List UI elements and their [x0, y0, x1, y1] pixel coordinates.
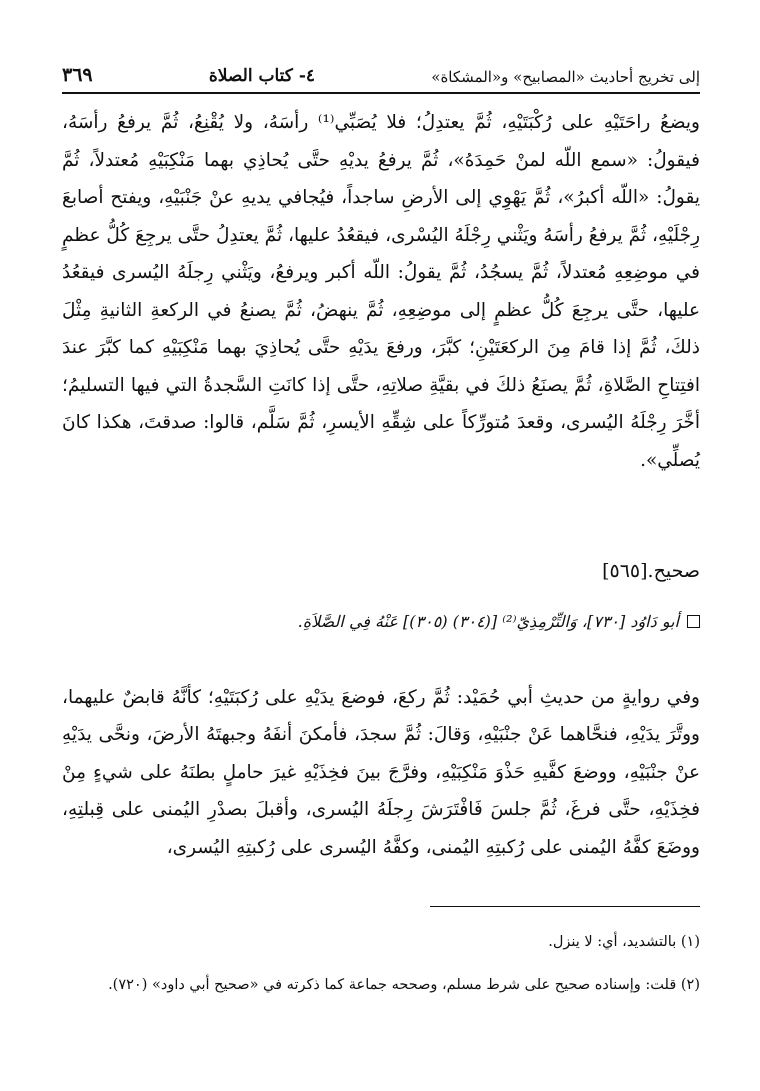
hadith-source [62, 612, 700, 631]
hadith-grade: صحيح.[٥٦٥] [602, 560, 700, 582]
page-header [62, 52, 700, 86]
square-bullet-icon [687, 615, 700, 628]
footnote-2: (٢) قلت: وإسناده صحيح على شرط مسلم، وصححه جماعة كما ذكرته في «صحيح أبي داود» (٧٢٠). [108, 977, 700, 993]
footnote-divider [430, 906, 700, 907]
header-divider [62, 92, 700, 94]
main-text-continued [62, 660, 700, 885]
book-title: إلى تخريج أحاديث «المصابيح» و«المشكاة» [431, 68, 700, 86]
page-number: ٣٦٩ [62, 64, 93, 86]
hadith-paragraph-1: ويضعُ راحَتَيْهِ على رُكْبَتَيْهِ، ثُمَّ يعتدِلُ؛ فلا يُصَبِّي⁽¹⁾ رأسَهُ، ولا يُقْنِعُ، ثُمَّ يرفعُ رأسَهُ، فيقولُ: «سمع اللّه لمنْ حَمِدَهُ»، ثُمَّ يرفعُ يديْهِ حتَّى يُحاذِي بهما مَنْكِبَيْهِ مُعتدلاً، ثُمَّ يقولُ: «اللّه أكبرُ»، ثُمَّ يَهْوِي إلى الأرضِ ساجداً، فيُجافي يديهِ عنْ جَنْبَيْهِ، ويفتح أصابعَ رِجْلَيْهِ، ثُمَّ يرفعُ رأسَهُ ويَثْني رِجْلَهُ اليُسْرى، فيقعُدُ عليها، ثُمَّ يعتدِلُ حتَّى يرجِعَ كُلُّ عظمٍ في موضِعِهِ مُعتدلاً، ثُمَّ يسجُدُ، ثُمَّ يقولُ: اللّه أكبر ويرفعُ، ويَثْني رِجلَهُ اليُسرى فيقعُدُ عليها، حتَّى يرجِعَ كُلُّ عظمٍ إلى موضِعِهِ، ثُمَّ ينهضُ، ثُمَّ يصنعُ في الركعةِ الثانيةِ مِثْلَ ذلكَ، ثُمَّ إذا قامَ مِنَ الركعَتَيْنِ؛ كبَّرَ، ورفعَ يدَيْهِ حتَّى يُحاذِيَ بهما مَنْكِبَيْهِ كما كبَّرَ عندَ افتِتاحِ الصَّلاةِ، ثُمَّ يصنَعُ ذلكَ في بقيَّةِ صلاتِهِ، حتَّى إذا كانَتِ السَّجدةُ التي فيها التسليمُ؛ أخَّرَ رِجْلَهُ اليُسرى، وقعدَ مُتورِّكاً على شِقِّهِ الأيسرِ، ثُمَّ سَلَّم، قالوا: صدقتَ، هكذا كانَ يُصلِّي». [62, 112, 700, 471]
hadith-paragraph-2: وفي روايةٍ من حديثِ أبي حُمَيْد: ثُمَّ ركعَ، فوضعَ يدَيْهِ على رُكبَتَيْهِ؛ كأنَّهُ قابضٌ عليهما، ووتَّرَ يدَيْهِ، فنحَّاهما عَنْ جنْبَيْهِ، وَقالَ: ثُمَّ سجدَ، فأمكنَ أنفَهُ وجبهتَهُ الأرضَ، ونحَّى يدَيْهِ عنْ جنْبَيْهِ، ووضعَ كفَّيهِ حَذْوَ مَنْكِبَيْهِ، وفرَّجَ بينَ فخِذَيْهِ غيرَ حاملٍ بطنَهُ على شيءٍ مِنْ فخِذَيْهِ، حتَّى فرغَ، ثُمَّ جلسَ فَافْتَرَشَ رِجلَهُ اليُسرى، وأقبلَ بصدْرِ اليُمنى على قِبلتِهِ، ووضَعَ كفَّهُ اليُمنى على رُكبتِهِ اليُمنى، وكفَّهُ اليُسرى على رُكبتِهِ اليُسرى، [62, 686, 700, 858]
chapter-title: ٤- كتاب الصلاة [208, 66, 316, 86]
footnote-1: (١) بالتشديد، أي: لا ينزل. [548, 934, 700, 950]
footnotes [62, 930, 700, 1002]
main-text [62, 104, 700, 479]
source-text: أبو دَاوُد [٧٣٠]، وَالتِّرْمِذِيّ⁽²⁾ [(٣٠٤) (٣٠٥)] عَنْهُ فِي الصَّلاَةِ. [297, 612, 679, 631]
